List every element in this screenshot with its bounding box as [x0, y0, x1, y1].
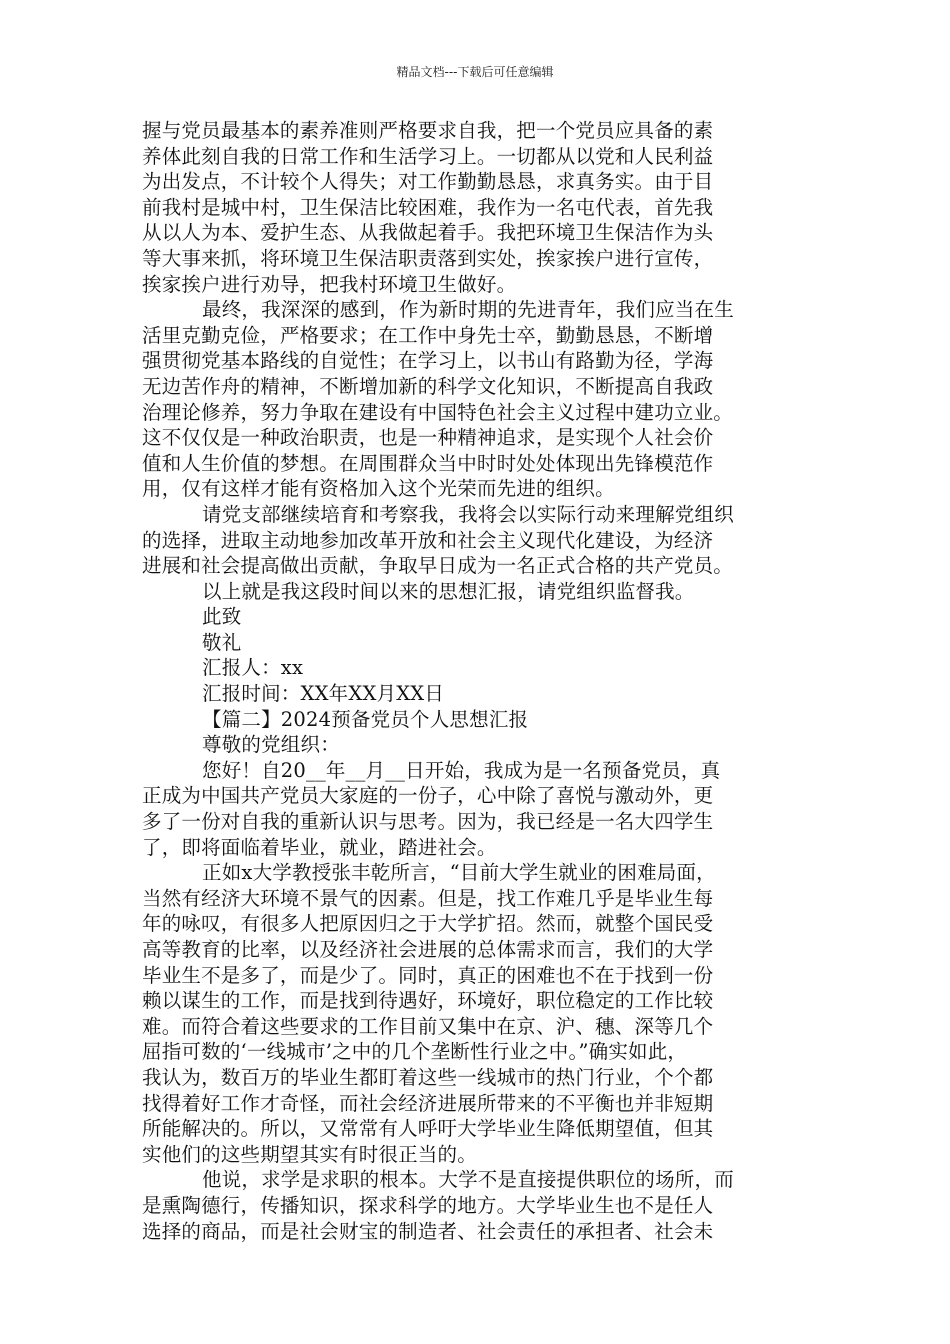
text-line: 挨家挨户进行劝导，把我村环境卫生做好。	[142, 272, 517, 296]
text-line: 前我村是城中村，卫生保洁比较困难，我作为一名屯代表，首先我	[142, 195, 714, 219]
text-line: 实他们的这些期望其实有时很正当的。	[142, 1142, 477, 1166]
text-line: 养体此刻自我的日常工作和生活学习上。一切都从以党和人民利益	[142, 144, 714, 168]
text-line: 了，即将面临着毕业，就业，踏进社会。	[142, 835, 497, 859]
text-line: 为出发点，不计较个人得失；对工作勤勤恳恳，求真务实。由于目	[142, 170, 714, 194]
reporter-line: 汇报人：xx	[202, 656, 304, 680]
text-line: 多了一份对自我的重新认识与思考。因为，我已经是一名大四学生	[142, 810, 714, 834]
closing-line: 此致	[202, 605, 242, 629]
text-line: 是熏陶德行，传播知识，探求科学的地方。大学毕业生也不是任人	[142, 1193, 714, 1217]
paragraph-start: 请党支部继续培育和考察我，我将会以实际行动来理解党组织	[202, 502, 734, 526]
text-line: 正成为中国共产党员大家庭的一份子，心中除了喜悦与激动外，更	[142, 784, 714, 808]
text-line: 找得着好工作才奇怪，而社会经济进展所带来的不平衡也并非短期	[142, 1091, 714, 1115]
text-line: 选择的商品，而是社会财宝的制造者、社会责任的承担者、社会未	[142, 1219, 714, 1243]
text-line: 这不仅仅是一种政治职责，也是一种精神追求，是实现个人社会价	[142, 426, 714, 450]
text-line: 握与党员最基本的素养准则严格要求自我，把一个党员应具备的素	[142, 119, 714, 142]
text-line: 治理论修养，努力争取在建设有中国特色社会主义过程中建功立业。	[142, 400, 734, 424]
paragraph-start: 他说，求学是求职的根本。大学不是直接提供职位的场所，而	[202, 1168, 734, 1192]
report-date-line: 汇报时间：XX年XX月XX日	[202, 682, 445, 706]
text-line: 当然有经济大环境不景气的因素。但是，找工作难几乎是毕业生每	[142, 886, 714, 910]
text-line: 年的咏叹，有很多人把原因归之于大学扩招。然而，就整个国民受	[142, 912, 714, 936]
paragraph-start: 最终，我深深的感到，作为新时期的先进青年，我们应当在生	[202, 298, 734, 322]
closing-line: 敬礼	[202, 630, 242, 654]
salutation: 尊敬的党组织：	[202, 733, 340, 757]
text-line: 的选择，进取主动地参加改革开放和社会主义现代化建设，为经济	[142, 528, 714, 552]
text-line: 难。而符合着这些要求的工作目前又集中在京、沪、穗、深等几个	[142, 1014, 714, 1038]
text-line: 从以人为本、爱护生态、从我做起着手。我把环境卫生保洁作为头	[142, 221, 714, 245]
page-header: 精品文档---下载后可任意编辑	[396, 65, 554, 79]
text-line: 用，仅有这样才能有资格加入这个光荣而先进的组织。	[142, 477, 615, 501]
section-heading: 【篇二】2024预备党员个人思想汇报	[202, 707, 529, 731]
text-line: 毕业生不是多了，而是少了。同时，真正的困难也不在于找到一份	[142, 963, 714, 987]
text-line: 屈指可数的‘一线城市’之中的几个垄断性行业之中。”确实如此，	[142, 1040, 688, 1064]
text-line: 强贯彻党基本路线的自觉性；在学习上，以书山有路勤为径，学海	[142, 349, 714, 373]
text-line: 进展和社会提高做出贡献，争取早日成为一名正式合格的共产党员。	[142, 554, 734, 578]
text-line: 值和人生价值的梦想。在周围群众当中时时处处体现出先锋模范作	[142, 451, 714, 475]
paragraph-start: 正如x大学教授张丰乾所言，“目前大学生就业的困难局面，	[202, 861, 716, 885]
text-line: 我认为，数百万的毕业生都盯着这些一线城市的热门行业，个个都	[142, 1065, 714, 1089]
text-line: 赖以谋生的工作，而是找到待遇好，环境好，职位稳定的工作比较	[142, 989, 714, 1013]
document-body	[142, 118, 822, 1244]
paragraph-start: 以上就是我这段时间以来的思想汇报，请党组织监督我。	[202, 579, 695, 603]
paragraph-start: 您好！自20__年__月__日开始，我成为是一名预备党员，真	[202, 758, 721, 782]
text-line: 活里克勤克俭，严格要求；在工作中身先士卒，勤勤恳恳，不断增	[142, 323, 714, 347]
text-line: 所能解决的。所以，又常常有人呼吁大学毕业生降低期望值，但其	[142, 1117, 714, 1141]
text-line: 等大事来抓，将环境卫生保洁职责落到实处，挨家挨户进行宣传，	[142, 246, 714, 270]
text-line: 高等教育的比率，以及经济社会进展的总体需求而言，我们的大学	[142, 938, 714, 961]
text-line: 无边苦作舟的精神，不断增加新的科学文化知识，不断提高自我政	[142, 374, 714, 398]
